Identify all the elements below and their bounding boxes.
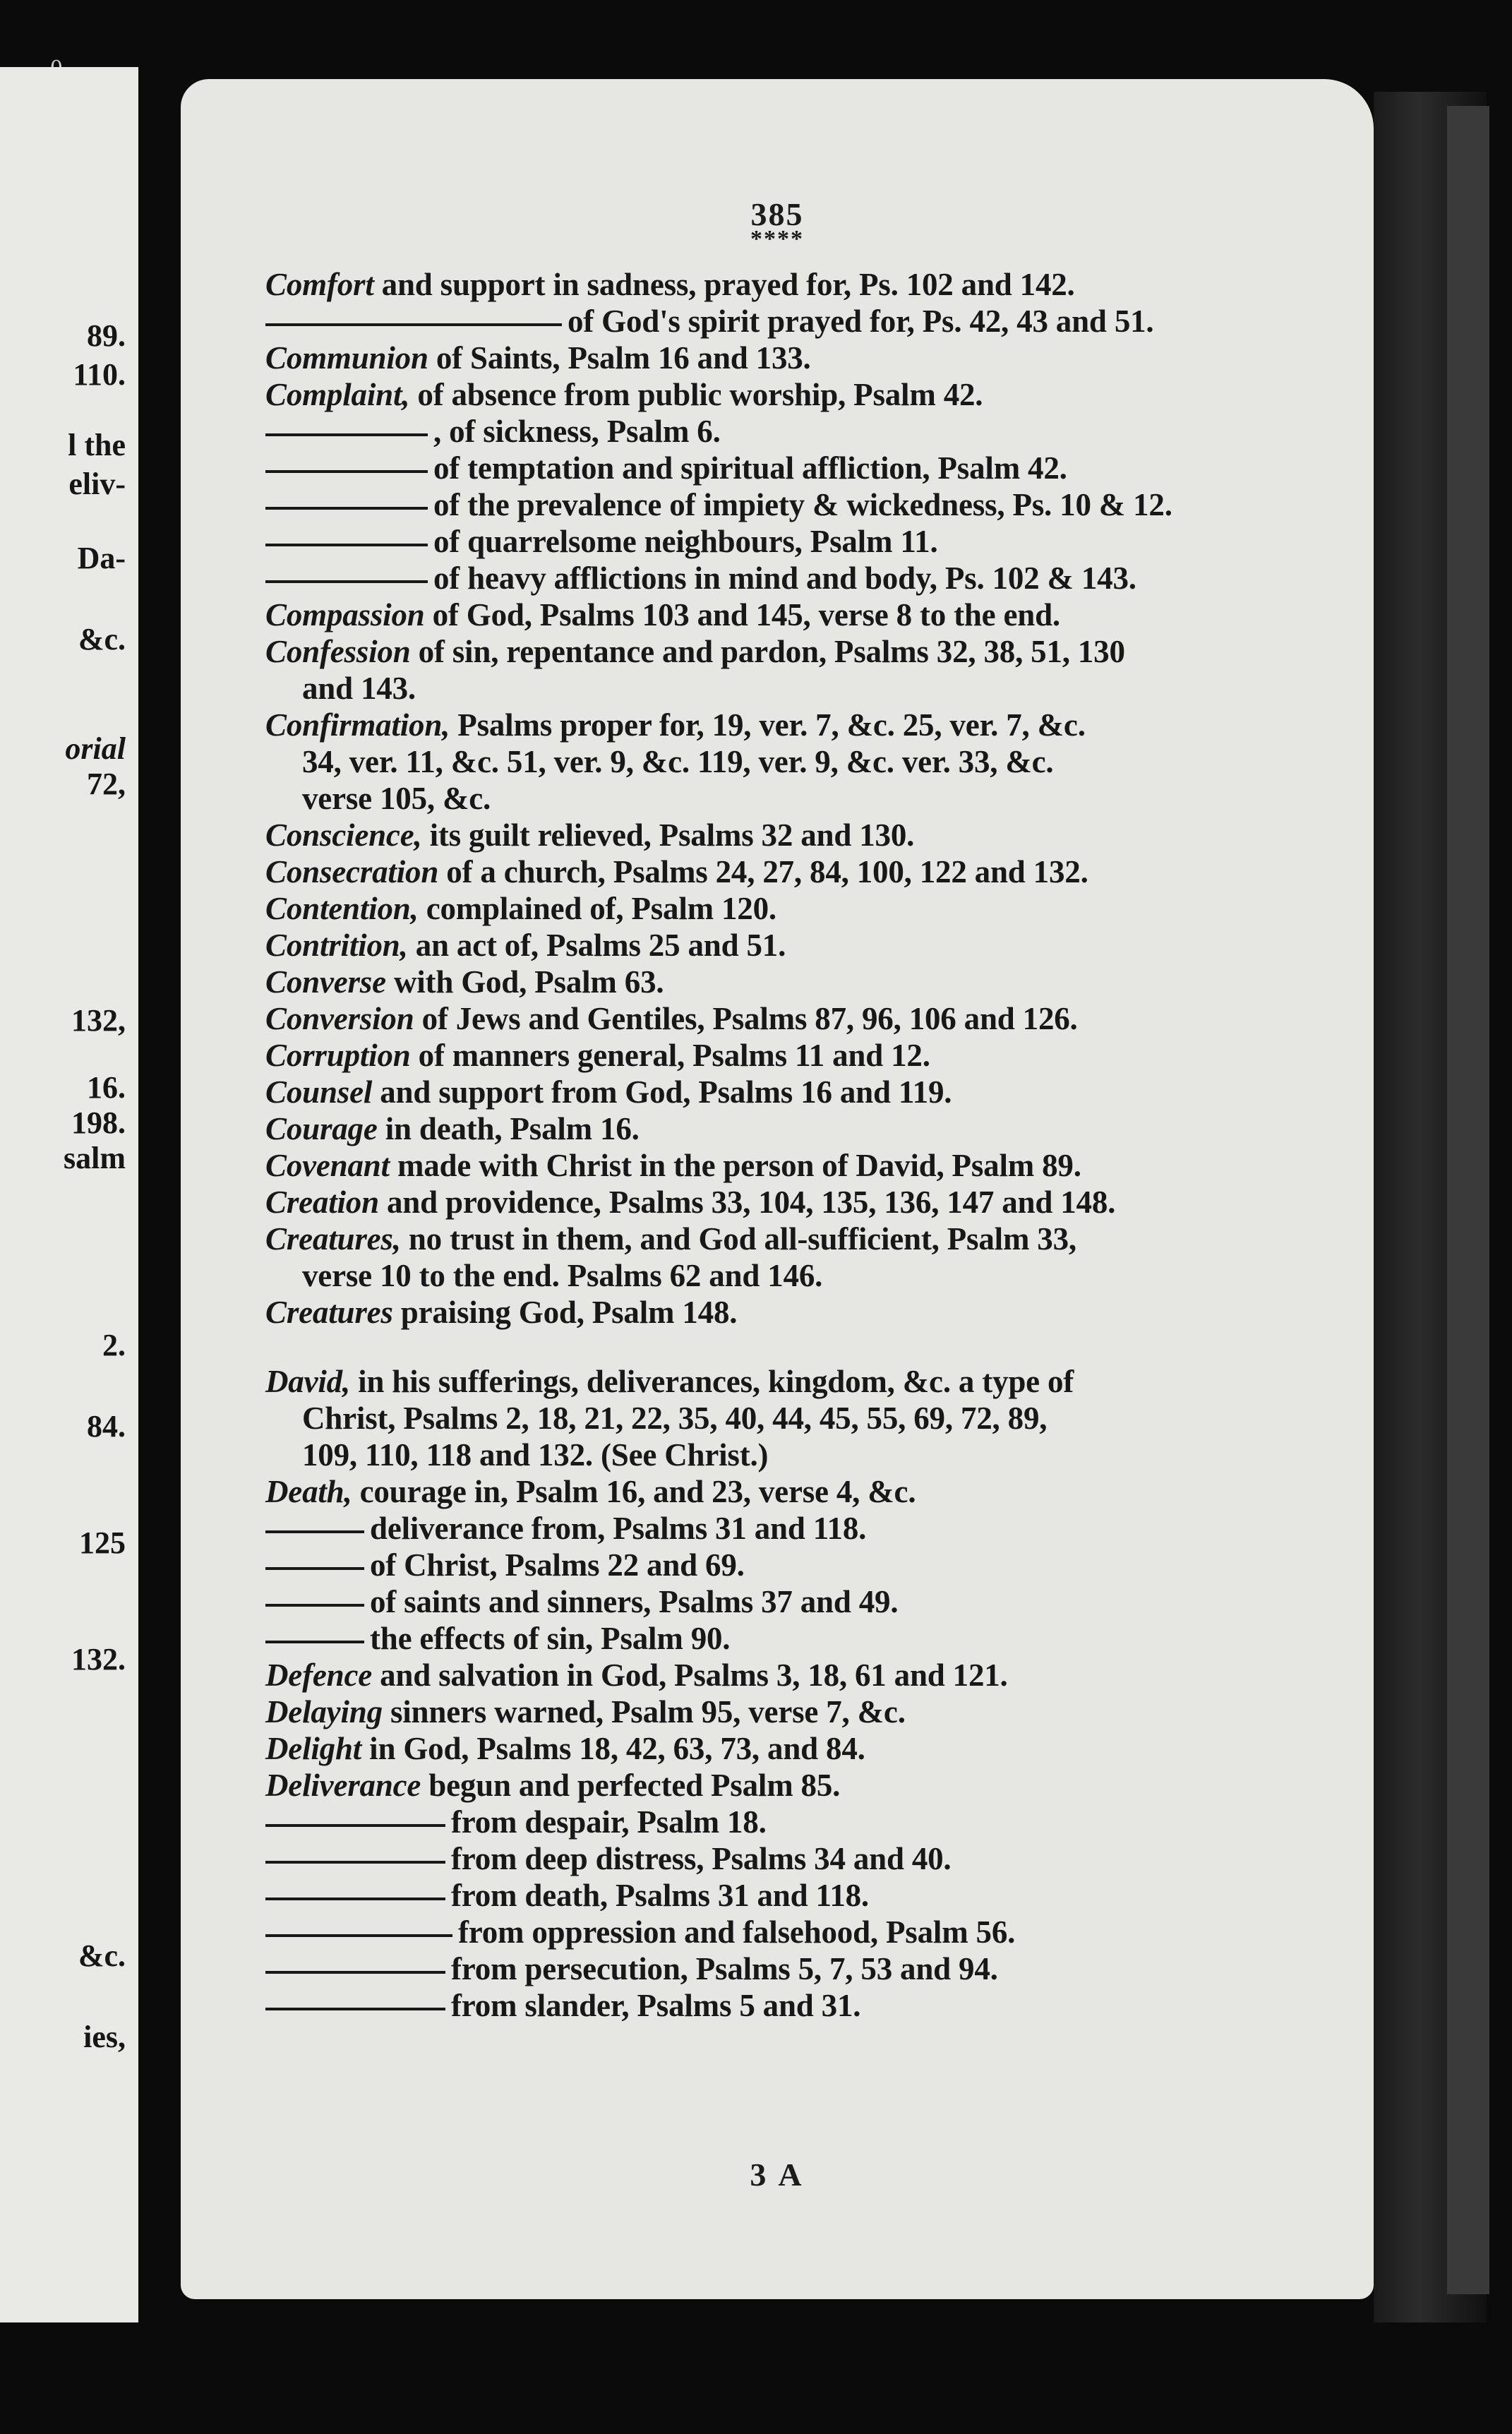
entry-text: Christ, Psalms 2, 18, 21, 22, 35, 40, 44, 45, 55, 69, 72, 89, [302,1401,1048,1436]
entry-text: sinners warned, Psalm 95, verse 7, &c. [382,1694,906,1729]
entry-text: no trust in them, and God all-sufficient, Psalm 33, [400,1221,1076,1257]
entry-headword: Defence [265,1657,373,1693]
index-entry [265,633,1352,670]
entry-headword: Delaying [265,1694,383,1729]
entry-text: of sin, repentance and pardon, Psalms 32, 38, 51, 130 [410,634,1125,669]
ditto-dash [265,1604,364,1607]
index-entry [265,1184,1352,1221]
index-entry-continuation [265,1257,1352,1294]
index-entry [265,1294,1352,1331]
previous-page-text: 132, [71,1003,126,1038]
index-subentry [265,1510,1352,1547]
entry-text: of Christ, Psalms 22 and 69. [370,1547,745,1583]
index-entry-continuation [265,1437,1352,1473]
section-gap [265,1331,1352,1363]
index-entry [265,817,1352,853]
entry-text: of heavy afflictions in mind and body, Ps. 102 & 143. [433,560,1136,596]
index-entry-continuation [265,743,1352,780]
entry-text: of Saints, Psalm 16 and 133. [428,340,811,376]
entry-headword: Conscience, [265,817,422,853]
index-subentry [265,1840,1352,1877]
entry-headword: Confirmation, [265,707,450,743]
ditto-dash [265,470,428,473]
index-subentry [265,413,1352,450]
entry-text: in his sufferings, deliverances, kingdom, &c. a type of [350,1364,1074,1399]
entry-text: an act of, Psalms 25 and 51. [407,928,786,963]
entry-text: from death, Psalms 31 and 118. [451,1878,869,1913]
index-entry [265,927,1352,964]
index-subentry [265,450,1352,486]
entry-text: begun and perfected Psalm 85. [421,1768,841,1803]
previous-page-text: eliv- [68,467,126,501]
entry-headword: Covenant [265,1148,390,1183]
entry-text: Psalms proper for, 19, ver. 7, &c. 25, ver. 7, &c. [450,707,1086,743]
index-page [181,79,1374,2299]
entry-headword: Creatures, [265,1221,401,1257]
ditto-dash [265,1898,445,1900]
ditto-dash [265,1567,364,1570]
ditto-dash [265,2008,445,2010]
entry-text: of Jews and Gentiles, Psalms 87, 96, 106 and 126. [414,1001,1078,1036]
printer-signature: 3 A [750,2157,805,2193]
section-stars: **** [750,226,804,252]
page-number: 385 [750,196,804,232]
entry-text: the effects of sin, Psalm 90. [370,1621,731,1656]
entry-text: of a church, Psalms 24, 27, 84, 100, 122 and 132. [438,854,1088,889]
index-subentry [265,1620,1352,1657]
entry-text: in death, Psalm 16. [377,1111,640,1146]
ditto-dash [265,1971,445,1974]
index-entry [265,1730,1352,1767]
index-subentry [265,303,1352,340]
entry-headword: Confession [265,634,411,669]
index-subentry [265,1547,1352,1583]
index-entry [265,1147,1352,1184]
entry-text: and salvation in God, Psalms 3, 18, 61 and 121. [372,1657,1008,1693]
entry-headword: Contention, [265,891,419,926]
index-entry [265,707,1352,743]
entry-headword: Courage [265,1111,378,1146]
index-subentry [265,1804,1352,1840]
entry-text: its guilt relieved, Psalms 32 and 130. [421,817,915,853]
index-entry [265,1037,1352,1074]
previous-page-text: l the [68,428,126,462]
entry-text: praising God, Psalm 148. [392,1295,738,1330]
previous-page-text: 89. [87,318,126,353]
entry-text: and 143. [302,671,416,706]
entry-text: verse 10 to the end. Psalms 62 and 146. [302,1258,823,1293]
index-entry-continuation [265,670,1352,707]
entry-headword: Delight [265,1731,362,1766]
previous-page-text: 198. [71,1105,126,1140]
book-edge-strip [1447,106,1489,2294]
entry-text: 34, ver. 11, &c. 51, ver. 9, &c. 119, ver. 9, &c. ver. 33, &c. [302,744,1054,779]
entry-text: from persecution, Psalms 5, 7, 53 and 94. [451,1951,998,1986]
entry-text: and support in sadness, prayed for, Ps. 102 and 142. [373,267,1075,302]
index-entry [265,890,1352,927]
index-entry [265,596,1352,633]
entry-headword: Death, [265,1474,352,1509]
ditto-dash [265,1934,452,1937]
index-entry-continuation [265,780,1352,817]
index-entry [265,1221,1352,1257]
entry-text: of God's spirit prayed for, Ps. 42, 43 and 51. [568,304,1154,339]
entry-text: 109, 110, 118 and 132. (See Christ.) [302,1437,769,1473]
entry-headword: Counsel [265,1074,373,1110]
ditto-dash [265,1824,445,1827]
entry-text: made with Christ in the person of David, Psalm 89. [389,1148,1081,1183]
previous-page-text: ies, [83,2020,126,2054]
index-entry [265,1473,1352,1510]
ditto-dash [265,544,428,546]
index-subentry [265,1877,1352,1914]
entry-text: from oppression and falsehood, Psalm 56. [458,1914,1016,1950]
entry-headword: Contrition, [265,928,408,963]
entry-headword: Compassion [265,597,425,633]
index-subentry [265,1950,1352,1987]
entry-headword: Creatures [265,1295,393,1330]
ditto-dash [265,323,562,326]
ditto-dash [265,580,428,583]
index-subentry [265,1583,1352,1620]
entry-text: deliverance from, Psalms 31 and 118. [370,1511,867,1546]
index-subentry [265,523,1352,560]
entry-headword: Comfort [265,267,374,302]
entry-headword: Consecration [265,854,439,889]
entry-headword: Conversion [265,1001,414,1036]
ditto-dash [265,1641,364,1643]
previous-page-text: orial [65,731,126,766]
index-entry-continuation [265,1400,1352,1437]
entry-headword: Corruption [265,1038,411,1073]
ditto-dash [265,1861,445,1864]
entry-text: of quarrelsome neighbours, Psalm 11. [433,524,938,559]
previous-page-text: salm [64,1141,126,1175]
entry-text: from slander, Psalms 5 and 31. [451,1988,861,2023]
entry-text: from deep distress, Psalms 34 and 40. [451,1841,952,1876]
entry-headword: Complaint, [265,377,410,412]
index-entry [265,1693,1352,1730]
previous-page-text: 72, [87,767,126,801]
index-entry [265,266,1352,303]
previous-page-text: 110. [73,357,126,392]
ditto-dash [265,1530,364,1533]
index-entry [265,1110,1352,1147]
previous-page-text: &c. [78,1938,126,1973]
entry-text: complained of, Psalm 120. [418,891,776,926]
index-entry [265,340,1352,376]
entry-text: of the prevalence of impiety & wickedness, Ps. 10 & 12. [433,487,1172,522]
entry-text: and support from God, Psalms 16 and 119. [372,1074,952,1110]
previous-page-fragment [0,67,138,2322]
entry-headword: Deliverance [265,1768,421,1803]
entry-text: of manners general, Psalms 11 and 12. [410,1038,930,1073]
index-subentry [265,1914,1352,1950]
index-entry [265,853,1352,890]
previous-page-text: 132. [71,1642,126,1677]
index-subentry [265,486,1352,523]
entry-text: courage in, Psalm 16, and 23, verse 4, &c. [352,1474,916,1509]
index-entry [265,1074,1352,1110]
entry-text: verse 105, &c. [302,781,491,816]
index-subentry [265,1987,1352,2024]
index-subentry [265,560,1352,596]
index-entry [265,964,1352,1000]
previous-page-text: 125 [79,1525,126,1560]
entry-text: of saints and sinners, Psalms 37 and 49. [370,1584,899,1619]
index-entry [265,1767,1352,1804]
entry-text: , of sickness, Psalm 6. [433,414,721,449]
entry-text: of temptation and spiritual affliction, Psalm 42. [433,450,1067,486]
previous-page-text: 2. [102,1328,126,1362]
previous-page-text: 16. [87,1070,126,1105]
ditto-dash [265,507,428,510]
previous-page-text: &c. [78,622,126,657]
entry-text: in God, Psalms 18, 42, 63, 73, and 84. [361,1731,865,1766]
entry-text: with God, Psalm 63. [385,964,664,1000]
entry-headword: Creation [265,1185,379,1220]
previous-page-text: Da- [77,541,126,575]
index-entry [265,376,1352,413]
index-entry [265,1000,1352,1037]
index-entry [265,1657,1352,1693]
entry-headword: David, [265,1364,351,1399]
entry-text: and providence, Psalms 33, 104, 135, 136, 147 and 148. [378,1185,1116,1220]
ditto-dash [265,433,428,436]
entry-headword: Converse [265,964,386,1000]
entry-headword: Communion [265,340,428,376]
entry-text: of God, Psalms 103 and 145, verse 8 to the end. [424,597,1060,633]
index-entry [265,1363,1352,1400]
entry-text: of absence from public worship, Psalm 42. [409,377,983,412]
previous-page-text: 84. [87,1409,126,1444]
entry-text: from despair, Psalm 18. [451,1804,767,1840]
page-gutter [138,67,181,2322]
index-entries [265,266,1352,2024]
